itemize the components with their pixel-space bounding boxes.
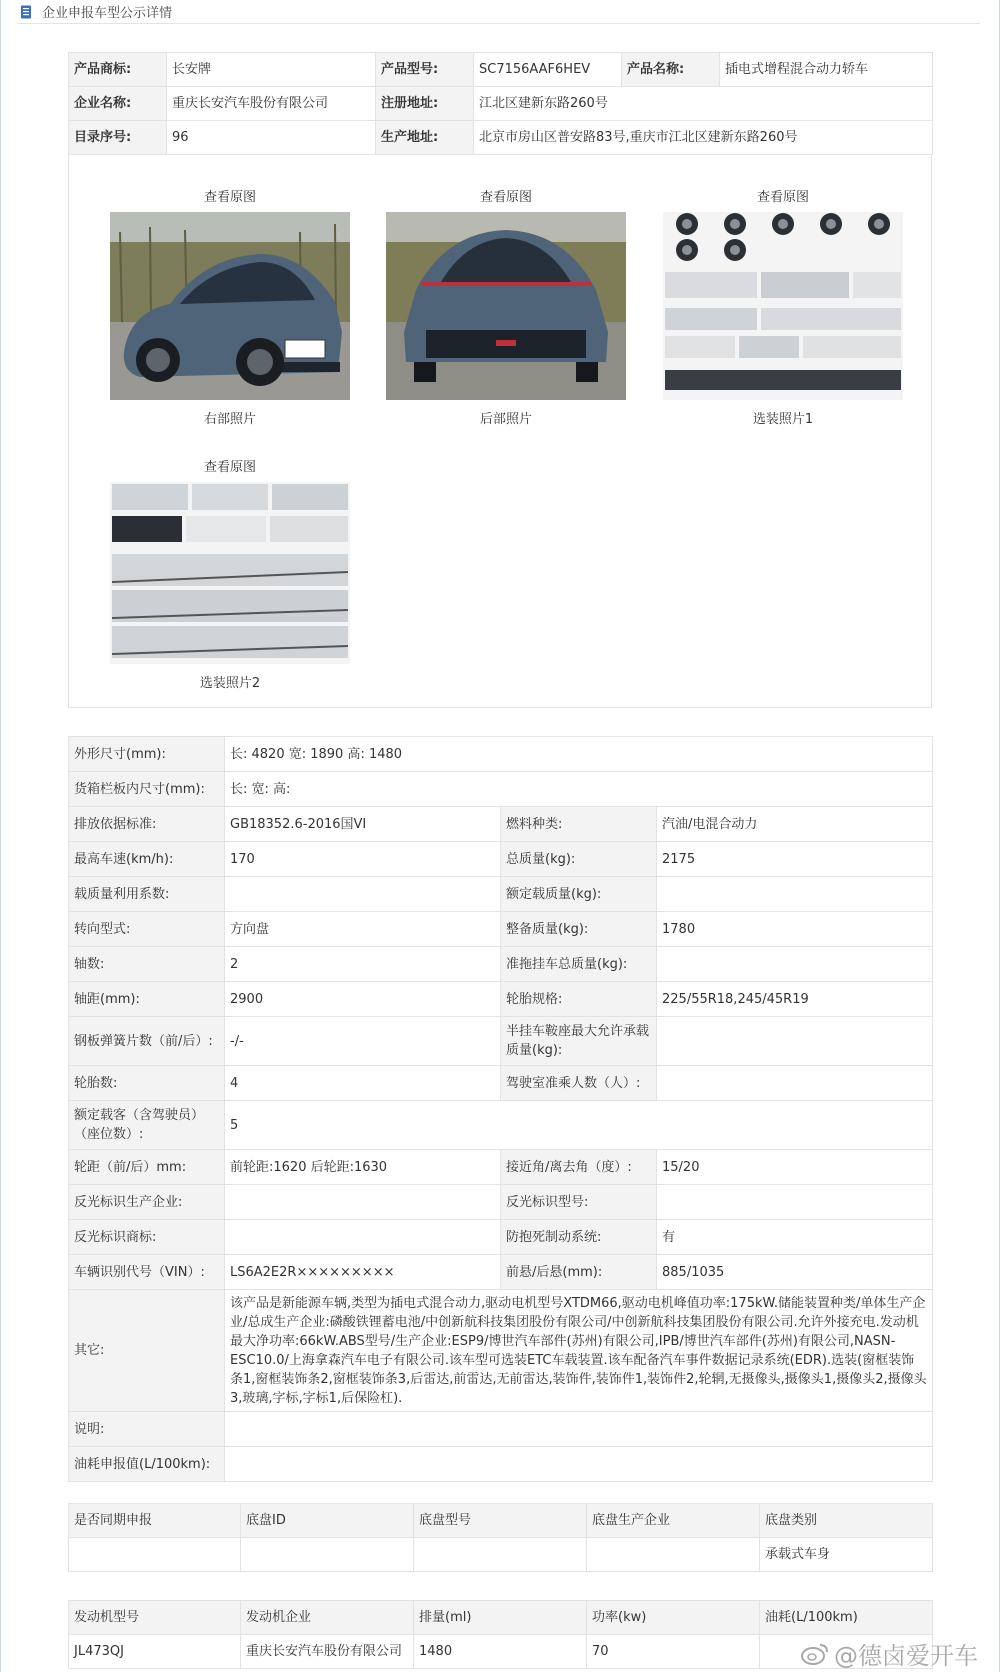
track-label: 轮距（前/后）mm:	[69, 1150, 225, 1185]
weibo-icon	[800, 1642, 830, 1666]
reflect-mark-value	[225, 1220, 501, 1255]
axles-value: 2	[225, 947, 501, 982]
photo-panel	[68, 155, 932, 708]
wheelbase-label: 轴距(mm):	[69, 982, 225, 1017]
other-label: 其它:	[69, 1290, 225, 1412]
vin-label: 车辆识别代号（VIN）:	[69, 1255, 225, 1290]
chassis-cell	[587, 1538, 760, 1572]
product-name-label: 产品名称:	[622, 53, 720, 87]
engine-header: 发动机企业	[241, 1601, 414, 1635]
fuel-label: 燃料种类:	[501, 807, 657, 842]
watermark-text: @德卤爱开车	[834, 1642, 978, 1670]
dims-value: 长: 4820 宽: 1890 高: 1480	[225, 737, 933, 772]
rear-photo[interactable]	[386, 212, 626, 400]
view-original-link[interactable]: 查看原图	[203, 460, 256, 475]
util-label: 载质量利用系数:	[69, 877, 225, 912]
fuel-decl-label: 油耗申报值(L/100km):	[69, 1447, 225, 1482]
photo-caption: 选装照片1	[752, 412, 814, 427]
photo-optional-2	[110, 458, 350, 694]
angle-value: 15/20	[657, 1150, 933, 1185]
page-title: 企业申报车型公示详情	[42, 6, 173, 21]
reflect-model-value	[657, 1185, 933, 1220]
catalog-label: 目录序号:	[69, 121, 167, 155]
wheelbase-value: 2900	[225, 982, 501, 1017]
page-header	[18, 0, 980, 24]
cargo-label: 货箱栏板内尺寸(mm):	[69, 772, 225, 807]
trailer-value	[657, 947, 933, 982]
chassis-cell	[69, 1538, 241, 1572]
right-side-photo[interactable]	[110, 212, 350, 400]
photo-caption: 选装照片2	[199, 676, 261, 691]
reflect-mark-label: 反光标识商标:	[69, 1220, 225, 1255]
chassis-header: 底盘型号	[414, 1504, 587, 1538]
util-value	[225, 877, 501, 912]
fuel-decl-value	[225, 1447, 933, 1482]
company-label: 企业名称:	[69, 87, 167, 121]
photo-rear	[386, 188, 626, 430]
track-value: 前轮距:1620 后轮距:1630	[225, 1150, 501, 1185]
engine-header: 功率(kw)	[587, 1601, 760, 1635]
other-value: 该产品是新能源车辆,类型为插电式混合动力,驱动电机型号XTDM66,驱动电机峰值功率:175kW.储能装置种类/单体生产企业/总成生产企业:磷酸铁锂蓄电池/中创新航科技集团股份有限公司/中创新航科技集团股份有限公司.允许外接充电.发动机最大净功率:66kW.ABS型号/生产企业:ESP9/博世汽车部件(苏州)有限公司,IPB/博世汽车部件(苏州)有限公司,NASN-ESC10.0/上海拿森汽车电子有限公司.该车型可选装ETC车载装置.该车配备汽车事件数据记录系统(EDR).选装(窗框装饰条1,窗框装饰条2,窗框装饰条3,后雷达,前雷达,无前雷达,装饰件,装饰件1,装饰件2,轮辋,无摄像头,摄像头1,摄像头2,摄像头3,玻璃,字标,字标1,后保险杠).	[225, 1290, 933, 1412]
cargo-value: 长: 宽: 高:	[225, 772, 933, 807]
engine-header: 油耗(L/100km)	[760, 1601, 933, 1635]
rated-load-value	[657, 877, 933, 912]
curb-label: 整备质量(kg):	[501, 912, 657, 947]
seats-value: 5	[225, 1101, 933, 1150]
watermark	[800, 1636, 978, 1671]
gross-label: 总质量(kg):	[501, 842, 657, 877]
view-original-link[interactable]: 查看原图	[203, 190, 256, 205]
axles-label: 轴数:	[69, 947, 225, 982]
cab-value	[657, 1066, 933, 1101]
seats-label: 额定载客（含驾驶员）（座位数）:	[69, 1101, 225, 1150]
angle-label: 接近角/离去角（度）:	[501, 1150, 657, 1185]
tire-label: 轮胎规格:	[501, 982, 657, 1017]
engine-header: 排量(ml)	[414, 1601, 587, 1635]
brand-value: 长安牌	[167, 53, 376, 87]
saddle-label: 半挂车鞍座最大允许承载质量(kg):	[501, 1017, 657, 1066]
abs-value: 有	[657, 1220, 933, 1255]
vin-value: LS6A2E2R×××××××××	[225, 1255, 501, 1290]
note-value	[225, 1412, 933, 1447]
overhang-label: 前悬/后悬(mm):	[501, 1255, 657, 1290]
chassis-header: 底盘类别	[760, 1504, 933, 1538]
overhang-value: 885/1035	[657, 1255, 933, 1290]
emission-label: 排放依据标准:	[69, 807, 225, 842]
speed-label: 最高车速(km/h):	[69, 842, 225, 877]
speed-value: 170	[225, 842, 501, 877]
saddle-value	[657, 1017, 933, 1066]
reg-addr-label: 注册地址:	[376, 87, 474, 121]
reg-addr-value: 江北区建新东路260号	[474, 87, 933, 121]
document-icon	[20, 5, 32, 19]
tire-value: 225/55R18,245/45R19	[657, 982, 933, 1017]
engine-cell: 70	[587, 1635, 760, 1669]
view-original-link[interactable]: 查看原图	[479, 190, 532, 205]
model-value: SC7156AAF6HEV	[474, 53, 622, 87]
prod-addr-label: 生产地址:	[376, 121, 474, 155]
catalog-value: 96	[167, 121, 376, 155]
chassis-cell	[241, 1538, 414, 1572]
rated-load-label: 额定载质量(kg):	[501, 877, 657, 912]
chassis-header: 底盘ID	[241, 1504, 414, 1538]
chassis-cell	[414, 1538, 587, 1572]
fuel-value: 汽油/电混合动力	[657, 807, 933, 842]
emission-value: GB18352.6-2016国VI	[225, 807, 501, 842]
engine-header: 发动机型号	[69, 1601, 241, 1635]
view-original-link[interactable]: 查看原图	[756, 190, 809, 205]
photo-optional-1	[663, 188, 903, 430]
spring-value: -/-	[225, 1017, 501, 1066]
reflect-co-value	[225, 1185, 501, 1220]
chassis-header: 底盘生产企业	[587, 1504, 760, 1538]
engine-cell: 重庆长安汽车股份有限公司	[241, 1635, 414, 1669]
abs-label: 防抱死制动系统:	[501, 1220, 657, 1255]
steer-value: 方向盘	[225, 912, 501, 947]
curb-value: 1780	[657, 912, 933, 947]
tires-value: 4	[225, 1066, 501, 1101]
reflect-co-label: 反光标识生产企业:	[69, 1185, 225, 1220]
engine-cell: JL473QJ	[69, 1635, 241, 1669]
chassis-table	[68, 1503, 933, 1572]
trailer-label: 准拖挂车总质量(kg):	[501, 947, 657, 982]
note-label: 说明:	[69, 1412, 225, 1447]
photo-right	[110, 188, 350, 430]
photo-caption: 右部照片	[203, 412, 256, 427]
reflect-model-label: 反光标识型号:	[501, 1185, 657, 1220]
photo-caption: 后部照片	[479, 412, 532, 427]
steer-label: 转向型式:	[69, 912, 225, 947]
cab-label: 驾驶室准乘人数（人）:	[501, 1066, 657, 1101]
product-info-table	[68, 52, 933, 155]
optional-photo-2[interactable]	[110, 482, 350, 664]
spring-label: 钢板弹簧片数（前/后）:	[69, 1017, 225, 1066]
gross-value: 2175	[657, 842, 933, 877]
dims-label: 外形尺寸(mm):	[69, 737, 225, 772]
model-label: 产品型号:	[376, 53, 474, 87]
chassis-header: 是否同期申报	[69, 1504, 241, 1538]
engine-cell: 1480	[414, 1635, 587, 1669]
chassis-cell: 承载式车身	[760, 1538, 933, 1572]
prod-addr-value: 北京市房山区普安路83号,重庆市江北区建新东路260号	[474, 121, 933, 155]
optional-photo-1[interactable]	[663, 212, 903, 400]
spec-table	[68, 736, 933, 1482]
tires-label: 轮胎数:	[69, 1066, 225, 1101]
company-value: 重庆长安汽车股份有限公司	[167, 87, 376, 121]
brand-label: 产品商标:	[69, 53, 167, 87]
product-name-value: 插电式增程混合动力轿车	[720, 53, 933, 87]
